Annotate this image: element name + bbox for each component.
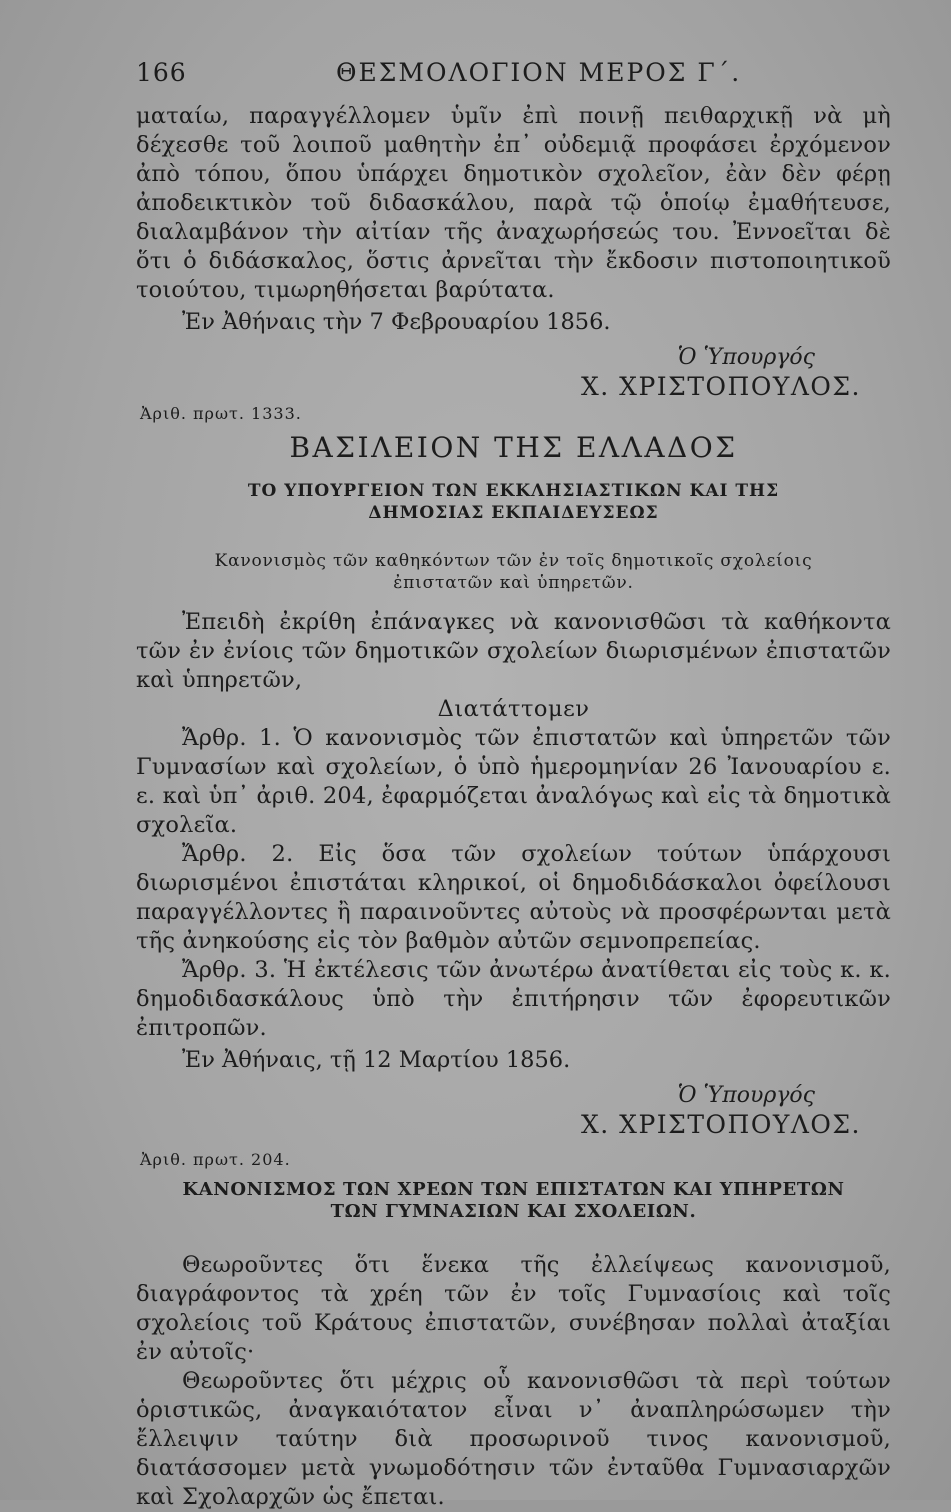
top-paragraph: ματαίω, παραγγέλλομεν ὑμῖν ἐπὶ ποινῇ πειθαρχικῇ νὰ μὴ δέχεσθε τοῦ λοιποῦ μαθητὴν ἐπ᾿ οὐδεμιᾷ προφάσει ἐρχόμενον ἀπὸ τόπου, ὅπου ὑπάρχει δημοτικὸν σχολεῖον, ἐὰν δὲν φέρῃ ἀποδεικτικὸν τοῦ διδασκάλου, παρὰ τῷ ὁποίῳ ἐμαθήτευσε, διαλαμβάνον τὴν αἰτίαν τῆς ἀναχωρήσεώς του. Ἐννοεῖται δὲ ὅτι ὁ διδάσκαλος, ὅστις ἀρνεῖται τὴν ἔκδοσιν πιστοποιητικοῦ τοιούτου, τιμωρηθήσεται βαρύτατα. <box>136 103 891 303</box>
decree-word: Διατάττομεν <box>437 696 590 722</box>
regulation2-title-line-2: ΤΩΝ ΓΥΜΝΑΣΙΩΝ ΚΑΙ ΣΧΟΛΕΙΩΝ. <box>330 1201 697 1222</box>
article-1: Ἄρθρ. 1. Ὁ κανονισμὸς τῶν ἐπιστατῶν καὶ ὑπηρετῶν τῶν Γυμνασίων καὶ σχολείων, ὁ ὑπὸ ἡμερομηνίαν 26 Ἰανουαρίου ε. ε. καὶ ὑπ᾿ ἀριθ. 204, ἐφαρμόζεται ἀναλόγως καὶ εἰς τὰ δημοτικὰ σχολεῖα. <box>136 725 891 838</box>
signature-block-2 <box>136 1082 891 1140</box>
date-line-1: Ἐν Ἀθήναις τὴν 7 Φεβρουαρίου 1856. <box>182 309 611 335</box>
signature-role-2: Ὁ Ὑπουργός <box>677 1083 815 1108</box>
signature-block-1 <box>136 344 891 402</box>
running-title: ΘΕΣΜΟΛΟΓΙΟΝ ΜΕΡΟΣ Γ΄. <box>336 58 742 87</box>
regulation2-title <box>136 1179 891 1223</box>
protocol-number-1: Ἀριθ. πρωτ. 1333. <box>140 404 302 423</box>
signature-name-1: Χ. ΧΡΙΣΤΟΠΟΥΛΟΣ. <box>580 372 861 401</box>
protocol-number-2: Ἀριθ. πρωτ. 204. <box>140 1150 291 1169</box>
page-header <box>136 58 891 102</box>
page-number: 166 <box>136 58 187 87</box>
kingdom-heading: ΒΑΣΙΛΕΙΟΝ ΤΗΣ ΕΛΛΑΔΟΣ <box>289 431 738 464</box>
ministry-line-1: ΤΟ ΥΠΟΥΡΓΕΙΟΝ ΤΩΝ ΕΚΚΛΗΣΙΑΣΤΙΚΩΝ ΚΑΙ ΤΗΣ <box>247 481 780 501</box>
final-paragraph-1: Θεωροῦντες ὅτι ἕνεκα τῆς ἐλλείψεως κανονισμοῦ, διαγράφοντος τὰ χρέη τῶν ἐν τοῖς Γυμνασίοις καὶ τοῖς σχολείοις τοῦ Κράτους ἐπιστατῶν, συνέβησαν πολλαὶ ἀταξίαι ἐν αὐτοῖς· <box>136 1252 891 1365</box>
date-line-2: Ἐν Ἀθήναις, τῇ 12 Μαρτίου 1856. <box>182 1047 571 1073</box>
signature-role-1: Ὁ Ὑπουργός <box>677 345 815 370</box>
article-2: Ἄρθρ. 2. Εἰς ὅσα τῶν σχολείων τούτων ὑπάρχουσι διωρισμένοι ἐπιστάται κληρικοί, οἱ δημοδιδάσκαλοι ὀφείλουσι παραγγέλλοντες ἢ παραινοῦντες αὐτοὺς νὰ προσφέρωνται μετὰ τῆς ἀνηκούσης εἰς τὸν βαθμὸν αὐτῶν σεμνοπρεπείας. <box>136 841 891 954</box>
article-3: Ἄρθρ. 3. Ἡ ἐκτέλεσις τῶν ἀνωτέρω ἀνατίθεται εἰς τοὺς κ. κ. δημοδιδασκάλους ὑπὸ τὴν ἐπιτήρησιν τῶν ἐφορευτικῶν ἐπιτροπῶν. <box>136 957 891 1041</box>
ministry-line-2: ΔΗΜΟΣΙΑΣ ΕΚΠΑΙΔΕΥΣΕΩΣ <box>368 503 659 523</box>
signature-name-2: Χ. ΧΡΙΣΤΟΠΟΥΛΟΣ. <box>580 1110 861 1139</box>
preamble-paragraph: Ἐπειδὴ ἐκρίθη ἐπάναγκες νὰ κανονισθῶσι τὰ καθήκοντα τῶν ἐν ἐνίοις τῶν δημοτικῶν σχολείων διωρισμένων ἐπιστατῶν καὶ ὑπηρετῶν, <box>136 609 891 693</box>
final-paragraph-2: Θεωροῦντες ὅτι μέχρις οὗ κανονισθῶσι τὰ περὶ τούτων ὁριστικῶς, ἀναγκαιότατον εἶναι ν᾿ ἀναπληρώσωμεν τὴν ἔλλειψιν ταύτην διὰ προσωρινοῦ τινος κανονισμοῦ, διατάσσομεν μετὰ γνωμοδότησιν τῶν ἐνταῦθα Γυμνασιαρχῶν καὶ Σχολαρχῶν ὡς ἔπεται. <box>136 1368 891 1510</box>
ministry-heading <box>136 480 891 524</box>
regulation-title: Κανονισμὸς τῶν καθηκόντων τῶν ἐν τοῖς δημοτικοῖς σχολείοις ἐπιστατῶν καὶ ὑπηρετῶν. <box>214 551 813 593</box>
regulation2-title-line-1: ΚΑΝΟΝΙΣΜΟΣ ΤΩΝ ΧΡΕΩΝ ΤΩΝ ΕΠΙΣΤΑΤΩΝ ΚΑΙ ΥΠΗΡΕΤΩΝ <box>182 1179 845 1200</box>
